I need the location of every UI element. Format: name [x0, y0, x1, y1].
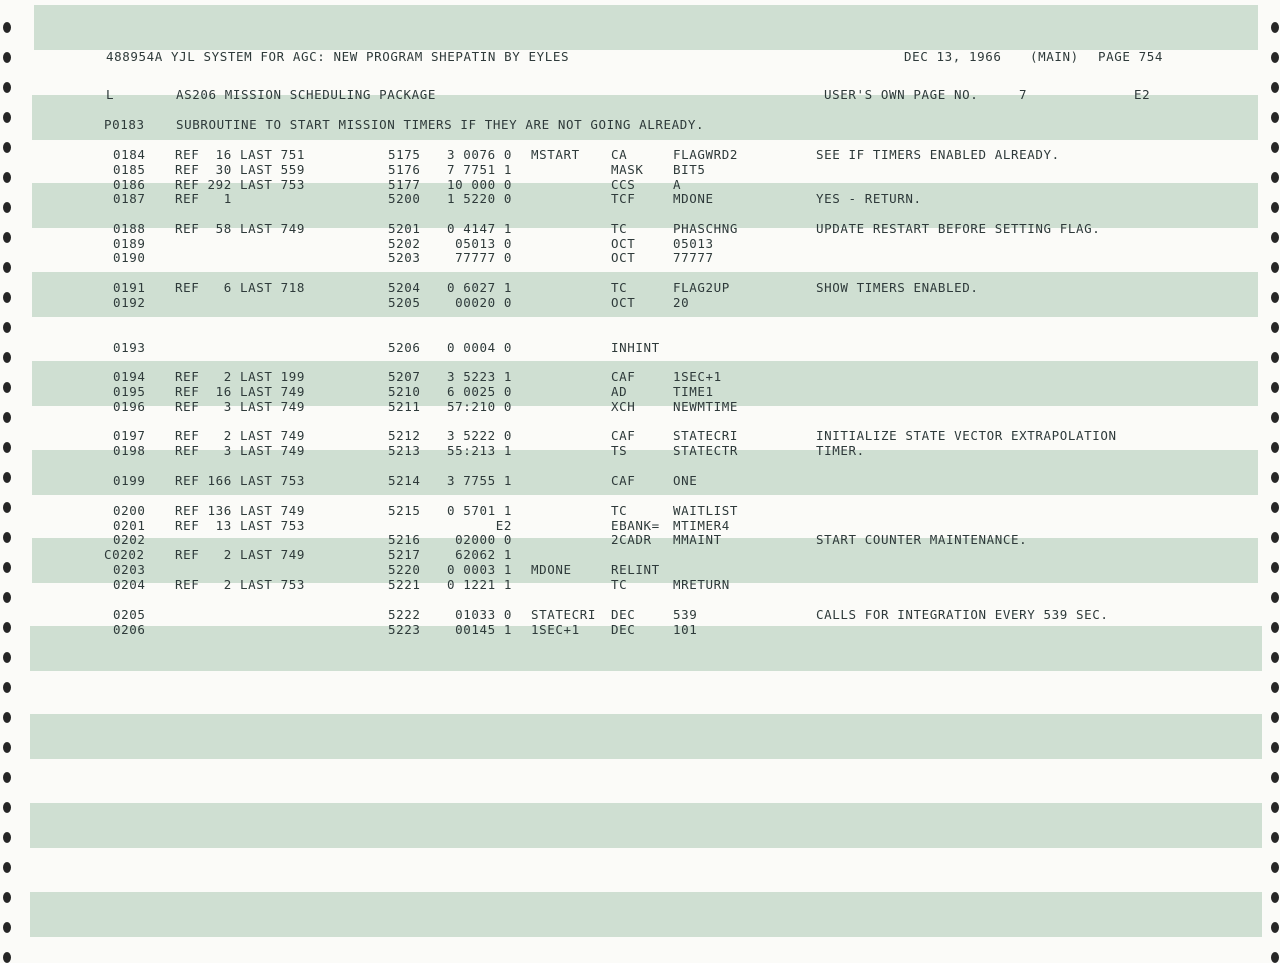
row-addr: 5206	[388, 340, 421, 355]
row-addr: 5200	[388, 191, 421, 206]
row-op: CAF	[611, 473, 636, 488]
row-op: MASK	[611, 162, 644, 177]
row-addr: 5213	[388, 443, 421, 458]
feed-hole	[1271, 562, 1279, 573]
row-line: 0186	[113, 177, 146, 192]
row-line: 0190	[113, 250, 146, 265]
row-op: DEC	[611, 607, 636, 622]
feed-hole	[1271, 232, 1279, 243]
feed-hole	[1271, 322, 1279, 333]
row-op: OCT	[611, 295, 636, 310]
package-title: AS206 MISSION SCHEDULING PACKAGE	[176, 87, 437, 102]
row-addr: 5204	[388, 280, 421, 295]
feed-hole	[3, 592, 11, 603]
row-code: 00020 0	[455, 295, 512, 310]
feed-hole	[3, 292, 11, 303]
row-ref: REF 6 LAST 718	[175, 280, 306, 295]
row-addr: 5203	[388, 250, 421, 265]
row-line: 0202	[113, 532, 146, 547]
row-code: 02000 0	[455, 532, 512, 547]
row-code: 0 0004 0	[446, 340, 512, 355]
feed-hole	[1271, 142, 1279, 153]
feed-hole	[1271, 952, 1279, 963]
feed-hole	[1271, 742, 1279, 753]
feed-hole	[1271, 112, 1279, 123]
row-operand: ONE	[673, 473, 698, 488]
feed-hole	[1271, 592, 1279, 603]
row-line: 0191	[113, 280, 146, 295]
row-op: OCT	[611, 250, 636, 265]
feed-hole	[1271, 292, 1279, 303]
row-line: 0200	[113, 503, 146, 518]
row-operand: PHASCHNG	[673, 221, 739, 236]
row-line: 0195	[113, 384, 146, 399]
row-ref: REF 1	[175, 191, 232, 206]
feed-hole	[1271, 502, 1279, 513]
feed-hole	[3, 112, 11, 123]
row-ref: REF 2 LAST 749	[175, 547, 306, 562]
row-line: 0196	[113, 399, 146, 414]
row-line: 0188	[113, 221, 146, 236]
row-op: AD	[611, 384, 628, 399]
row-operand: BIT5	[673, 162, 706, 177]
row-operand: 539	[673, 607, 698, 622]
row-label: 1SEC+1	[531, 622, 580, 637]
users-page-number: 7	[1019, 87, 1028, 102]
row-line: 0198	[113, 443, 146, 458]
feed-hole	[1271, 772, 1279, 783]
users-page-label: USER'S OWN PAGE NO.	[824, 87, 979, 102]
row-op: TC	[611, 280, 628, 295]
row-operand: STATECTR	[673, 443, 739, 458]
feed-hole	[3, 502, 11, 513]
feed-hole	[3, 922, 11, 933]
feed-hole	[1271, 682, 1279, 693]
feed-hole	[3, 142, 11, 153]
row-operand: 101	[673, 622, 698, 637]
row-ref: REF 58 LAST 749	[175, 221, 306, 236]
row-operand: MTIMER4	[673, 518, 730, 533]
row-addr: 5216	[388, 532, 421, 547]
row-operand: MDONE	[673, 191, 714, 206]
feed-hole	[3, 562, 11, 573]
row-code: 1 5220 0	[446, 191, 512, 206]
row-label: MSTART	[531, 147, 580, 162]
row-code: E2	[495, 518, 512, 533]
feed-hole	[1271, 82, 1279, 93]
feed-hole	[3, 472, 11, 483]
listing-page-number: PAGE 754	[1098, 49, 1164, 64]
row-ref: REF 292 LAST 753	[175, 177, 306, 192]
row-comment: TIMER.	[816, 443, 865, 458]
feed-hole	[3, 442, 11, 453]
green-bar	[30, 626, 1262, 671]
feed-hole	[1271, 52, 1279, 63]
feed-hole	[3, 52, 11, 63]
row-code: 77777 0	[455, 250, 512, 265]
row-operand: TIME1	[673, 384, 714, 399]
row-operand: MRETURN	[673, 577, 730, 592]
row-operand: NEWMTIME	[673, 399, 739, 414]
row-addr: 5223	[388, 622, 421, 637]
row-addr: 5217	[388, 547, 421, 562]
feed-hole	[1271, 922, 1279, 933]
feed-hole	[3, 412, 11, 423]
row-operand: 20	[673, 295, 690, 310]
row-line: 0205	[113, 607, 146, 622]
feed-hole	[1271, 202, 1279, 213]
row-code: 10 000 0	[446, 177, 512, 192]
feed-hole	[1271, 832, 1279, 843]
row-comment: CALLS FOR INTEGRATION EVERY 539 SEC.	[816, 607, 1109, 622]
row-ref: REF 166 LAST 753	[175, 473, 306, 488]
row-operand: 1SEC+1	[673, 369, 722, 384]
row-addr: 5221	[388, 577, 421, 592]
row-addr: 5175	[388, 147, 421, 162]
feed-hole	[1271, 892, 1279, 903]
row-line: 0192	[113, 295, 146, 310]
row-line: 0184	[113, 147, 146, 162]
feed-hole	[3, 802, 11, 813]
row-line: 0197	[113, 428, 146, 443]
green-bar	[30, 892, 1262, 937]
row-op: RELINT	[611, 562, 660, 577]
feed-hole	[1271, 22, 1279, 33]
row-addr: 5205	[388, 295, 421, 310]
feed-hole	[3, 682, 11, 693]
row-ref: REF 16 LAST 749	[175, 384, 306, 399]
row-code: 0 1221 1	[446, 577, 512, 592]
row-code: 62062 1	[455, 547, 512, 562]
row-op: EBANK=	[611, 518, 660, 533]
feed-hole	[1271, 802, 1279, 813]
row-op: CCS	[611, 177, 636, 192]
feed-hole	[1271, 172, 1279, 183]
row-ref: REF 3 LAST 749	[175, 443, 306, 458]
feed-hole	[3, 262, 11, 273]
row-op: TC	[611, 503, 628, 518]
row-line: 0187	[113, 191, 146, 206]
feed-hole	[1271, 412, 1279, 423]
row-op: CAF	[611, 369, 636, 384]
row-ref: REF 136 LAST 749	[175, 503, 306, 518]
row-code: 01033 0	[455, 607, 512, 622]
row-op: OCT	[611, 236, 636, 251]
row-code: 00145 1	[455, 622, 512, 637]
feed-hole	[3, 652, 11, 663]
intro-line-number: P0183	[104, 117, 145, 132]
row-comment: START COUNTER MAINTENANCE.	[816, 532, 1028, 547]
row-addr: 5215	[388, 503, 421, 518]
row-operand: STATECRI	[673, 428, 739, 443]
row-op: DEC	[611, 622, 636, 637]
row-line: 0194	[113, 369, 146, 384]
row-code: 0 5701 1	[446, 503, 512, 518]
feed-hole	[3, 82, 11, 93]
row-op: 2CADR	[611, 532, 652, 547]
feed-hole	[1271, 862, 1279, 873]
row-ref: REF 30 LAST 559	[175, 162, 306, 177]
feed-hole	[3, 172, 11, 183]
row-line: 0189	[113, 236, 146, 251]
row-code: 05013 0	[455, 236, 512, 251]
feed-hole	[3, 862, 11, 873]
feed-hole	[3, 742, 11, 753]
row-addr: 5214	[388, 473, 421, 488]
feed-hole	[3, 352, 11, 363]
row-addr: 5211	[388, 399, 421, 414]
row-addr: 5220	[388, 562, 421, 577]
row-comment: UPDATE RESTART BEFORE SETTING FLAG.	[816, 221, 1101, 236]
row-op: XCH	[611, 399, 636, 414]
feed-hole	[1271, 652, 1279, 663]
feed-hole	[3, 382, 11, 393]
row-code: 3 5223 1	[446, 369, 512, 384]
row-addr: 5176	[388, 162, 421, 177]
feed-hole	[1271, 712, 1279, 723]
row-operand: WAITLIST	[673, 503, 739, 518]
feed-hole	[3, 22, 11, 33]
row-line: 0199	[113, 473, 146, 488]
row-op: TC	[611, 577, 628, 592]
sub-header-marker: L	[106, 87, 115, 102]
row-ref: REF 2 LAST 753	[175, 577, 306, 592]
row-comment: YES - RETURN.	[816, 191, 922, 206]
feed-hole	[3, 532, 11, 543]
row-operand: 05013	[673, 236, 714, 251]
listing-date: DEC 13, 1966	[904, 49, 1002, 64]
row-operand: MMAINT	[673, 532, 722, 547]
row-comment: SEE IF TIMERS ENABLED ALREADY.	[816, 147, 1060, 162]
feed-hole	[3, 772, 11, 783]
row-operand: 77777	[673, 250, 714, 265]
feed-hole	[3, 892, 11, 903]
row-code: 3 7755 1	[446, 473, 512, 488]
row-code: 55:213 1	[446, 443, 512, 458]
feed-hole	[3, 832, 11, 843]
listing-section: (MAIN)	[1030, 49, 1079, 64]
row-comment: SHOW TIMERS ENABLED.	[816, 280, 979, 295]
row-operand: FLAG2UP	[673, 280, 730, 295]
row-line: 0185	[113, 162, 146, 177]
row-ref: REF 2 LAST 199	[175, 369, 306, 384]
row-op: TC	[611, 221, 628, 236]
feed-hole	[1271, 622, 1279, 633]
feed-hole	[3, 712, 11, 723]
row-line: 0193	[113, 340, 146, 355]
feed-hole	[3, 622, 11, 633]
green-bar	[30, 714, 1262, 759]
row-line: 0203	[113, 562, 146, 577]
feed-hole	[3, 322, 11, 333]
row-line: C0202	[104, 547, 145, 562]
green-bar	[30, 803, 1262, 848]
row-comment: INITIALIZE STATE VECTOR EXTRAPOLATION	[816, 428, 1117, 443]
row-addr: 5202	[388, 236, 421, 251]
row-ref: REF 2 LAST 749	[175, 428, 306, 443]
feed-hole	[1271, 442, 1279, 453]
row-code: 57:210 0	[446, 399, 512, 414]
row-line: 0201	[113, 518, 146, 533]
row-code: 0 4147 1	[446, 221, 512, 236]
feed-hole	[3, 952, 11, 963]
row-code: 3 0076 0	[446, 147, 512, 162]
row-line: 0204	[113, 577, 146, 592]
feed-hole	[3, 232, 11, 243]
row-label: MDONE	[531, 562, 572, 577]
row-op: CAF	[611, 428, 636, 443]
feed-hole	[1271, 472, 1279, 483]
row-code: 7 7751 1	[446, 162, 512, 177]
feed-hole	[1271, 382, 1279, 393]
subroutine-description: SUBROUTINE TO START MISSION TIMERS IF THEY ARE NOT GOING ALREADY.	[176, 117, 705, 132]
row-operand: FLAGWRD2	[673, 147, 739, 162]
row-addr: 5207	[388, 369, 421, 384]
row-op: TCF	[611, 191, 636, 206]
green-bar	[34, 5, 1258, 50]
row-ref: REF 3 LAST 749	[175, 399, 306, 414]
row-op: CA	[611, 147, 628, 162]
row-operand: A	[673, 177, 682, 192]
row-addr: 5222	[388, 607, 421, 622]
row-code: 0 6027 1	[446, 280, 512, 295]
ebank-label: E2	[1134, 87, 1151, 102]
feed-hole	[1271, 352, 1279, 363]
row-label: STATECRI	[531, 607, 597, 622]
feed-hole	[3, 202, 11, 213]
row-addr: 5210	[388, 384, 421, 399]
row-ref: REF 13 LAST 753	[175, 518, 306, 533]
feed-hole	[1271, 262, 1279, 273]
row-ref: REF 16 LAST 751	[175, 147, 306, 162]
row-addr: 5212	[388, 428, 421, 443]
row-line: 0206	[113, 622, 146, 637]
row-code: 6 0025 0	[446, 384, 512, 399]
row-addr: 5201	[388, 221, 421, 236]
row-code: 3 5222 0	[446, 428, 512, 443]
listing-header: 488954A YJL SYSTEM FOR AGC: NEW PROGRAM SHEPATIN BY EYLES	[106, 49, 570, 64]
row-op: INHINT	[611, 340, 660, 355]
feed-hole	[1271, 532, 1279, 543]
row-op: TS	[611, 443, 628, 458]
row-code: 0 0003 1	[446, 562, 512, 577]
row-addr: 5177	[388, 177, 421, 192]
